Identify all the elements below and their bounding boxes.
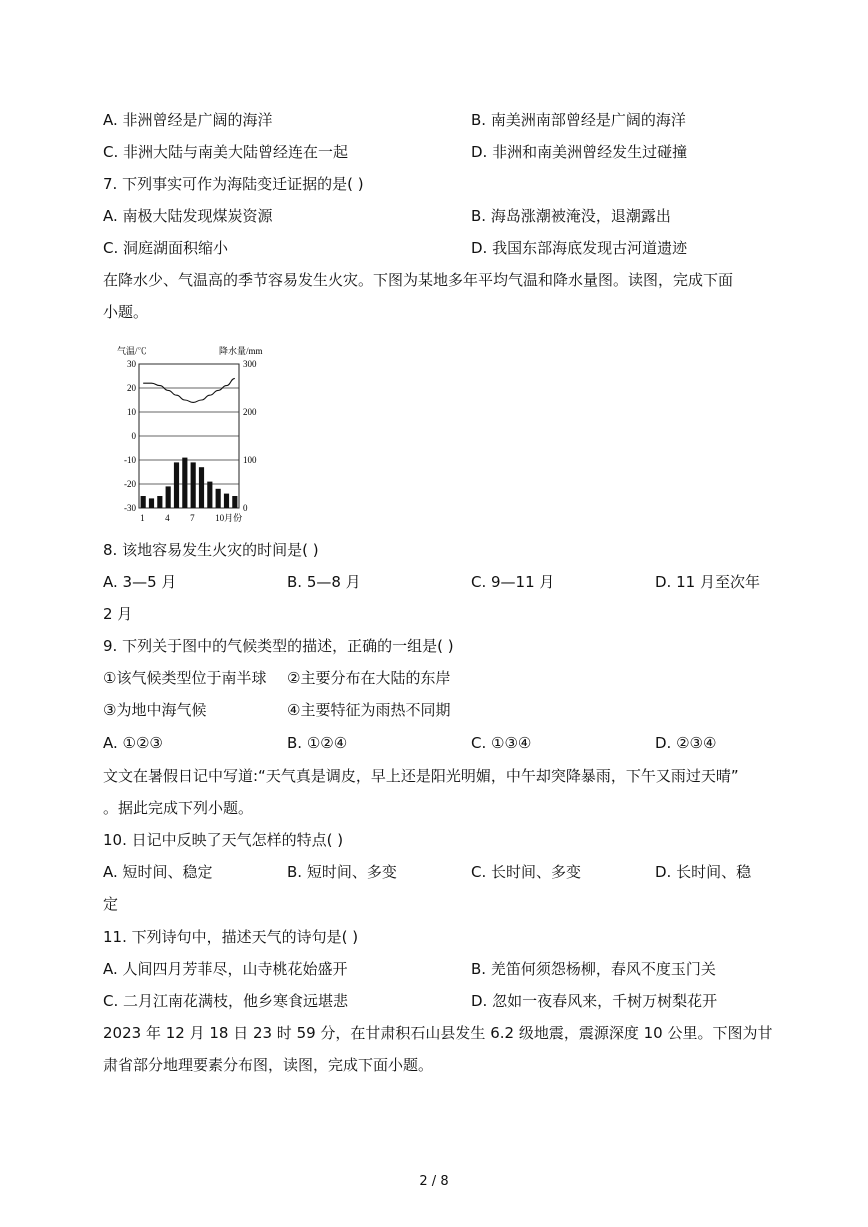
- q9-options-row: [103, 733, 783, 753]
- q10-option-a: A. 短时间、稳定: [103, 863, 213, 881]
- climate-chart-svg: [115, 338, 280, 528]
- precip-bar: [216, 489, 221, 508]
- q9-stem: 9. 下列关于图中的气候类型的描述，正确的一组是( ): [103, 637, 454, 655]
- chart-left-tick-label: -10: [124, 455, 136, 465]
- q9-option-b: B. ①②④: [287, 734, 348, 752]
- passage1-line1: 在降水少、气温高的季节容易发生火灾。下图为某地多年平均气温和降水量图。读图，完成下面: [103, 271, 734, 289]
- q9-option-a: A. ①②③: [103, 734, 163, 752]
- chart-left-tick-label: 20: [127, 383, 136, 393]
- q11-options-row-1: [103, 959, 783, 979]
- chart-left-tick-label: 0: [131, 431, 136, 441]
- precip-bar: [174, 462, 179, 508]
- q7-options-row-1: [103, 206, 783, 226]
- q6-option-d: D. 非洲和南美洲曾经发生过碰撞: [471, 143, 688, 161]
- chart-right-tick-label: 300: [243, 359, 257, 369]
- q8-option-d: D. 11 月至次年: [655, 573, 760, 591]
- chart-right-axis-title: 降水量/mm: [219, 346, 263, 356]
- chart-right-tick-label: 0: [243, 503, 248, 513]
- q7-option-d: D. 我国东部海底发现古河道遗迹: [471, 239, 688, 257]
- q9-statements-row-2: [103, 700, 783, 720]
- passage1-line2: 小题。: [103, 303, 149, 321]
- q6-option-c: C. 非洲大陆与南美大陆曾经连在一起: [103, 143, 349, 161]
- page-number: 2 / 8: [419, 1174, 449, 1189]
- precip-bar: [182, 458, 187, 508]
- q9-statement-4: ④主要特征为雨热不同期: [287, 701, 451, 719]
- q11-stem: 11. 下列诗句中，描述天气的诗句是( ): [103, 928, 359, 946]
- q8-option-c: C. 9—11 月: [471, 573, 555, 591]
- q11-options-row-2: [103, 991, 783, 1011]
- passage3-line1: 2023 年 12 月 18 日 23 时 59 分，在甘肃积石山县发生 6.2 级地震，震源深度 10 公里。下图为甘: [103, 1024, 773, 1042]
- q7-option-a: A. 南极大陆发现煤炭资源: [103, 207, 273, 225]
- precip-bar: [191, 462, 196, 508]
- precip-bar: [157, 496, 162, 508]
- q7-option-c: C. 洞庭湖面积缩小: [103, 239, 229, 257]
- q9-option-d: D. ②③④: [655, 734, 717, 752]
- q10-option-d-continued: 定: [103, 895, 119, 913]
- chart-left-axis-title: 气温/℃: [117, 346, 147, 356]
- q10-option-c: C. 长时间、多变: [471, 863, 582, 881]
- temperature-line: [143, 378, 235, 402]
- q9-statement-2: ②主要分布在大陆的东岸: [287, 669, 451, 687]
- q6-options-row-1: [103, 110, 783, 130]
- chart-x-tick-label: 7: [190, 513, 195, 523]
- precip-bar: [224, 494, 229, 508]
- q11-option-b: B. 羌笛何须怨杨柳，春风不度玉门关: [471, 960, 716, 978]
- q11-option-c: C. 二月江南花满枝，他乡寒食远堪悲: [103, 992, 349, 1010]
- q9-statements-row-1: [103, 668, 783, 688]
- q10-options-row: [103, 862, 783, 882]
- chart-x-tick-label: 4: [165, 513, 170, 523]
- climate-chart: [115, 338, 280, 528]
- q8-option-b: B. 5—8 月: [287, 573, 361, 591]
- q6-option-b: B. 南美洲南部曾经是广阔的海洋: [471, 111, 686, 129]
- q9-statement-3: ③为地中海气候: [103, 701, 207, 719]
- q7-option-b: B. 海岛涨潮被淹没，退潮露出: [471, 207, 671, 225]
- q7-stem: 7. 下列事实可作为海陆变迁证据的是( ): [103, 175, 364, 193]
- q8-options-row: [103, 572, 783, 592]
- chart-left-tick-label: -30: [124, 503, 136, 513]
- chart-right-tick-label: 100: [243, 455, 257, 465]
- chart-left-tick-label: -20: [124, 479, 136, 489]
- chart-right-tick-label: 200: [243, 407, 257, 417]
- chart-left-tick-label: 10: [127, 407, 136, 417]
- q11-option-a: A. 人间四月芳菲尽，山寺桃花始盛开: [103, 960, 348, 978]
- passage2-line1: 文文在暑假日记中写道:“天气真是调皮，早上还是阳光明媚，中午却突降暴雨，下午又雨过天晴”: [103, 767, 739, 785]
- q9-option-c: C. ①③④: [471, 734, 532, 752]
- precip-bar: [149, 498, 154, 508]
- q10-option-b: B. 短时间、多变: [287, 863, 397, 881]
- q7-options-row-2: [103, 238, 783, 258]
- q10-stem: 10. 日记中反映了天气怎样的特点( ): [103, 831, 344, 849]
- q10-option-d: D. 长时间、稳: [655, 863, 752, 881]
- chart-x-tick-label: 10月份: [215, 513, 243, 523]
- q8-stem: 8. 该地容易发生火灾的时间是( ): [103, 541, 319, 559]
- chart-x-tick-label: 1: [140, 513, 145, 523]
- q11-option-d: D. 忽如一夜春风来，千树万树梨花开: [471, 992, 718, 1010]
- precip-bar: [207, 482, 212, 508]
- precip-bar: [166, 486, 171, 508]
- chart-left-tick-label: 30: [127, 359, 136, 369]
- q8-option-a: A. 3—5 月: [103, 573, 177, 591]
- q9-statement-1: ①该气候类型位于南半球: [103, 669, 267, 687]
- q6-option-a: A. 非洲曾经是广阔的海洋: [103, 111, 273, 129]
- q8-option-d-continued: 2 月: [103, 605, 133, 623]
- precip-bar: [141, 496, 146, 508]
- passage2-line2: 。据此完成下列小题。: [103, 799, 254, 817]
- passage3-line2: 肃省部分地理要素分布图，读图，完成下面小题。: [103, 1056, 434, 1074]
- q6-options-row-2: [103, 142, 783, 162]
- precip-bar: [199, 467, 204, 508]
- precip-bar: [232, 496, 237, 508]
